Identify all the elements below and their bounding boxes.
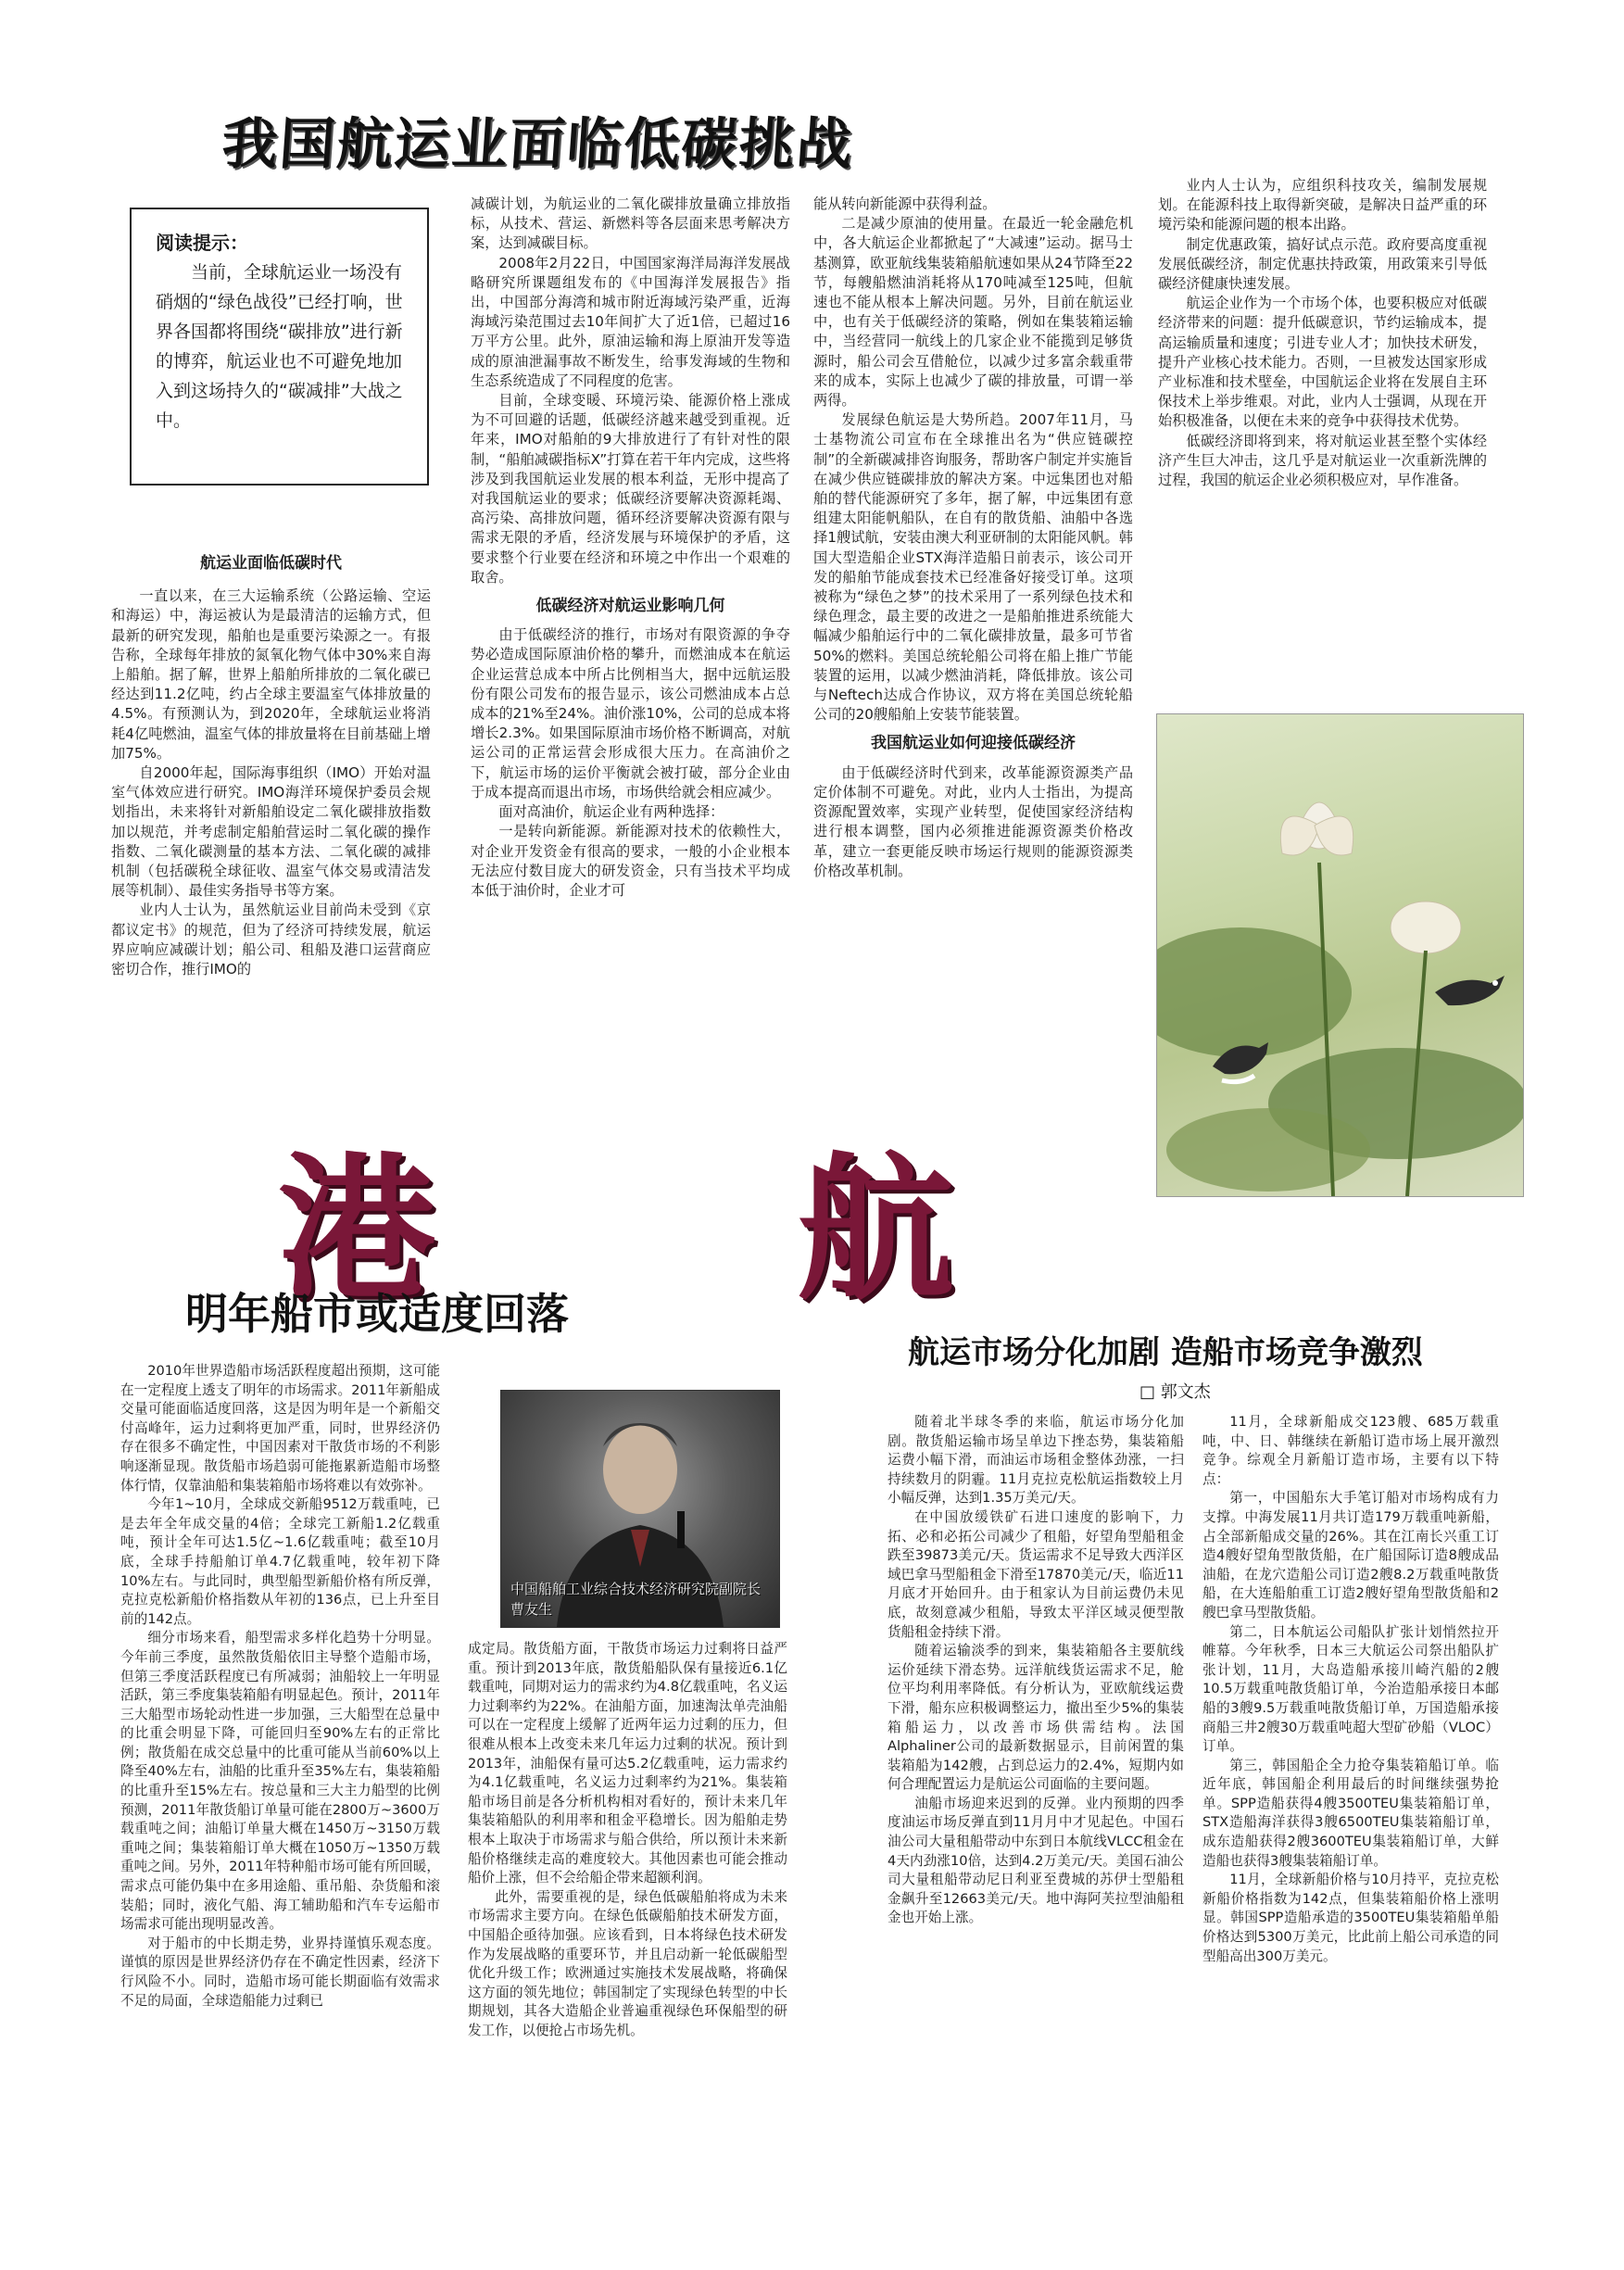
- painting-illustration: [1157, 714, 1523, 1196]
- paragraph: 由于低碳经济时代到来，改革能源资源类产品定价体制不可避免。对此，业内人士指出，为提高资源配置效率，实现产业转型，促使国家经济结构进行根本调整，国内必须推进能源资源类价格改革，建立一套更能反映市场运行规则的能源资源类价格改革机制。: [813, 763, 1133, 879]
- article3-column-2: [1202, 1413, 1499, 1966]
- article2-title: 明年船市或适度回落: [185, 1289, 569, 1339]
- big-char-hang: 航: [797, 1139, 955, 1322]
- paragraph: 由于低碳经济的推行，市场对有限资源的争夺势必造成国际原油价格的攀升，而燃油成本在航运企业运营总成本中所占比例相当大，据中远航运股份有限公司发布的报告显示，该公司燃油成本占总成本的21%至24%。油价涨10%，公司的总成本将增长2.3%。如果国际原油市场价格不断调高，对航运公司的正常运营会形成很大压力。在高油价之下，航运市场的运价平衡就会被打破，部分企业由于成本提高而退出市场，市场供给就会相应减少。: [471, 626, 790, 801]
- lotus-bird-painting: [1156, 713, 1524, 1197]
- article3-author: □ 郭文杰: [1139, 1382, 1211, 1402]
- paragraph: 随着运输淡季的到来，集装箱船各主要航线运价延续下滑态势。远洋航线货运需求不足，舱位平均利用率降低。有分析认为，亚欧航线运费下滑，船东应积极调整运力，撤出至少5%的集装箱船运力，以改善市场供需结构。法国Alphaliner公司的最新数据显示，目前闲置的集装箱船为142艘，占到总运力的2.4%，短期内如何合理配置运力是航运公司面临的主要问题。: [888, 1643, 1184, 1793]
- paragraph: 第三，韩国船企全力抢夺集装箱船订单。临近年底，韩国船企利用最后的时间继续强势抢单。SPP造船获得4艘3500TEU集装箱船订单，STX造船海洋获得3艘6500TEU集装箱船订单，成东造船获得2艘3600TEU集装箱船订单，大鲜造船也获得3艘集装箱船订单。: [1202, 1757, 1499, 1869]
- paragraph: 2010年世界造船市场活跃程度超出预期，这可能在一定程度上透支了明年的市场需求。2011年新船成交量可能面临适度回落，这是因为明年是一个新船交付高峰年，运力过剩将更加严重，同时，世界经济仍存在很多不确定性，中国因素对干散货市场的不利影响逐渐显现。散货船市场趋弱可能拖累新造船市场整体行情，仅靠油船和集装箱船市场将难以有效弥补。: [120, 1363, 440, 1494]
- paragraph: 第一，中国船东大手笔订船对市场构成有力支撑。中海发展11月共订造179万载重吨新船，占全部新船成交量的26%。其在江南长兴重工订造4艘好望角型散货船，在广船国际订造8艘成品油船，在龙穴造船公司订造2艘8.2万载重吨散货船，在大连船舶重工订造2艘好望角型散货船和2艘巴拿马型散货船。: [1202, 1490, 1499, 1621]
- paragraph: 11月，全球新船价格与10月持平，克拉克松新船价格指数为142点，但集装箱船价格上涨明显。韩国SPP造船承造的3500TEU集装箱船单船价格达到5300万美元，比此前上船公司承造的同型船高出300万美元。: [1202, 1872, 1499, 1964]
- paragraph: 制定优惠政策，搞好试点示范。政府要高度重视发展低碳经济，制定优惠扶持政策，用政策来引导低碳经济健康快速发展。: [1158, 235, 1487, 293]
- paragraph: 此外，需要重视的是，绿色低碳船舶将成为未来市场需求主要方向。在绿色低碳船舶技术研发方面，中国船企亟待加强。应该看到，日本将绿色技术研发作为发展战略的重要环节，并且启动新一轮低碳船型优化升级工作；欧洲通过实施技术发展战略，将确保这方面的领先地位；韩国制定了实现绿色转型的中长期规划，其各大造船企业普遍重视绿色环保船型的研发工作，以便抢占市场先机。: [468, 1888, 787, 2038]
- paragraph: 航运企业作为一个市场个体，也要积极应对低碳经济带来的问题：提升低碳意识，节约运输成本，提高运输质量和速度；引进专业人才；加快技术研发，提升产业核心技术能力。否则，一旦被发达国家形成产业标准和技术壁垒，中国航运企业将在发展自主环保技术上举步维艰。对此，业内人士强调，从现在开始积极准备，以便在未来的竞争中获得技术优势。: [1158, 295, 1487, 430]
- paragraph: 减碳计划，为航运业的二氧化碳排放量确立排放指标，从技术、营运、新燃料等各层面来思考解决方案，达到减碳目标。: [471, 195, 790, 252]
- paragraph: 业内人士认为，虽然航运业目前尚未受到《京都议定书》的规范，但为了经济可持续发展，航运界应响应减碳计划；船公司、租船及港口运营商应密切合作，推行IMO的: [111, 902, 431, 978]
- paragraph: 自2000年起，国际海事组织（IMO）开始对温室气体效应进行研究。IMO海洋环境保护委员会规划指出，未来将针对新船舶设定二氧化碳排放指数加以规范，并考虑制定船舶营运时二氧化碳的操作指数、二氧化碳测量的基本方法、二氧化碳的减排机制（包括碳税全球征收、温室气体交易或清洁发展等机制）、最佳实务指导书等方案。: [111, 764, 431, 900]
- article2-column-2: [468, 1640, 787, 2040]
- article-column-2: [471, 195, 790, 901]
- paragraph: 一是转向新能源。新能源对技术的依赖性大，对企业开发资金有很高的要求，一般的小企业根本无法应付数目庞大的研发资金，只有当技术平均成本低于油价时，企业才可: [471, 823, 790, 899]
- article-column-4: [1158, 176, 1487, 490]
- reading-tip-box: [130, 208, 429, 486]
- paragraph: 在中国放缓铁矿石进口速度的影响下，力拓、必和必拓公司减少了租船，好望角型船租金跌至39873美元/天。货运需求不足导致大西洋区域巴拿马型船租金下滑至17870美元/天，临近11月底才开始回升。由于租家认为目前运费仍未见底，故刻意减少租船，导致太平洋区域灵便型散货船租金持续下滑。: [888, 1508, 1184, 1640]
- reading-tip-text: 当前，全球航运业一场没有硝烟的“绿色战役”已经打响，世界各国都将围绕“碳排放”进行新的博弈，航运业也不可避免地加入到这场持久的“碳减排”大战之中。: [156, 262, 403, 431]
- section-heading-response: 我国航运业如何迎接低碳经济: [871, 734, 1076, 753]
- paragraph: 能从转向新能源中获得利益。: [813, 195, 997, 212]
- paragraph: 低碳经济即将到来，将对航运业甚至整个实体经济产生巨大冲击，这几乎是对航运业一次重新洗牌的过程，我国的航运企业必须积极应对，早作准备。: [1158, 432, 1487, 489]
- speaker-photo: [500, 1390, 780, 1628]
- section-heading-low-carbon-era: 航运业面临低碳时代: [200, 554, 342, 573]
- article-column-1: [111, 554, 431, 979]
- paragraph: 一直以来，在三大运输系统（公路运输、空运和海运）中，海运被认为是最清洁的运输方式，但最新的研究发现，船舶也是重要污染源之一。有报告称，全球每年排放的氮氧化物气体中30%来自海上船舶。据了解，世界上船舶所排放的二氧化碳已经达到11.2亿吨，约占全球主要温室气体排放量的4.5%。有预测认为，到2020年，全球航运业将消耗4亿吨燃油，温室气体的排放量将在目前基础上增加75%。: [111, 587, 431, 762]
- paragraph: 二是减少原油的使用量。在最近一轮金融危机中，各大航运企业都掀起了“大减速”运动。据马士基测算，欧亚航线集装箱船航速如果从24节降至22节，每艘船燃油消耗将从170吨减至125吨，但航速也不能从根本上解决问题。另外，目前在航运业中，也有关于低碳经济的策略，例如在集装箱运输中，当经营同一航线上的几家企业不能揽到足够货源时，船公司会互借舱位，以减少过多富余载重带来的成本，实际上也减少了碳的排放量，可谓一举两得。: [813, 215, 1133, 410]
- paragraph: 对于船市的中长期走势，业界持谨慎乐观态度。谨慎的原因是世界经济仍存在不确定性因素，经济下行风险不小。同时，造船市场可能长期面临有效需求不足的局面，全球造船能力过剩已: [120, 1935, 440, 2009]
- paragraph: 发展绿色航运是大势所趋。2007年11月，马士基物流公司宣布在全球推出名为“供应链碳控制”的全新碳减排咨询服务，帮助客户制定并实施旨在减少供应链碳排放的解决方案。中远集团也对船舶的替代能源研究了多年，据了解，中远集团有意组建太阳能帆船队，在自有的散货船、油船中各选择1艘试航，安装由澳大利亚研制的太阳能风帆。韩国大型造船企业STX海洋造船日前表示，该公司开发的船舶节能成套技术已经准备好接受订单。这项被称为“绿色之梦”的技术采用了一系列绿色技术和绿色理念，最主要的改进之一是船舶推进系统能大幅减少船舶运行中的二氧化碳排放量，最多可节省50%的燃料。美国总统轮船公司将在船上推广节能装置的运用，以减少燃油消耗，降低排放。该公司与Neftech达成合作协议，双方将在美国总统轮船公司的20艘船舶上安装节能装置。: [813, 411, 1133, 724]
- paragraph: 今年1~10月，全球成交新船9512万载重吨，已是去年全年成交量的4倍；全球完工新船1.2亿载重吨，预计全年可达1.5亿~1.6亿载重吨；截至10月底，全球手持船舶订单4.7亿载重吨，较年初下降10%左右。与此同时，典型船型新船价格有所反弹，克拉克松新船价格指数从年初的136点，已上升至目前的142点。: [120, 1496, 440, 1627]
- article-column-3: [813, 195, 1133, 881]
- paragraph: 成定局。散货船方面，干散货市场运力过剩将日益严重。预计到2013年底，散货船船队保有量接近6.1亿载重吨，同期对运力的需求约为4.8亿载重吨，名义运力过剩率约为22%。在油船方面，加速淘汰单壳油船可以在一定程度上缓解了近两年运力过剩的压力，但很难从根本上改变未来几年运力过剩的状况。预计到2013年，油船保有量可达5.2亿载重吨，运力需求约为4.1亿载重吨，名义运力过剩率约为21%。集装箱船市场目前是各分析机构相对看好的，预计未来几年集装箱船队的利用率和租金平稳增长。因为船舶走势根本上取决于市场需求与船合供给，所以预计未来新船价格继续走高的难度较大。其他因素也可能会推动船价上涨，但不会给船企带来超额利润。: [468, 1641, 787, 1886]
- big-char-gang: 港: [278, 1139, 436, 1322]
- article3-column-1: [888, 1413, 1184, 1928]
- paragraph: 目前，全球变暖、环境污染、能源价格上涨成为不可回避的话题，低碳经济越来越受到重视。近年来，IMO对船舶的9大排放进行了有针对性的限制，“船舶减碳指标X”打算在若干年内完成，这些将涉及到我国航运业发展的根本利益，无形中提高了对我国航运业的要求；低碳经济要解决资源耗竭、高污染、高排放问题，循环经济要解决资源有限与需求无限的矛盾，经济发展与环境保护的矛盾，这要求整个行业要在经济和环境之中作出一个艰难的取舍。: [471, 392, 790, 586]
- paragraph: 面对高油价，航运企业有两种选择：: [498, 803, 724, 821]
- paragraph: 细分市场来看，船型需求多样化趋势十分明显。今年前三季度，虽然散货船依旧主导整个造船市场，但第三季度活跃程度已有所减弱；油船较上一年明显活跃，第三季度集装箱船有明显起色。预计，2011年三大船型市场轮动性进一步加强，三大船型在总量中的比重会明显下降，可能回归至90%左右的正常比例；散货船在成交总量中的比重可能从当前60%以上降至40%左右，油船的比重升至35%左右，集装箱船的比重升至15%左右。按总量和三大主力船型的比例预测，2011年散货船订单量可能在2800万~3600万载重吨之间；油船订单量大概在1450万~3150万载重吨之间；集装箱船订单大概在1050万~1350万载重吨之间。另外，2011年特种船市场可能有所回暖，需求点可能仍集中在多用途船、重吊船、杂货船和滚装船；同时，液化气船、海工辅助船和汽车专运船市场需求可能出现明显改善。: [120, 1630, 440, 1933]
- article2-column-1: [120, 1362, 440, 2011]
- main-title: 我国航运业面临低碳挑战: [220, 112, 857, 177]
- paragraph: 油船市场迎来迟到的反弹。业内预期的四季度油运市场反弹直到11月月中才见起色。中国石油公司大量租船带动中东到日本航线VLCC租金在4天内劲涨10倍，达到4.2万美元/天。美国石油公司大量租船带动尼日利亚至费城的苏伊士型船租金飙升至12663美元/天。地中海阿芙拉型油船租金也开始上涨。: [888, 1795, 1184, 1926]
- paragraph: 第二，日本航运公司船队扩张计划悄然拉开帷幕。今年秋季，日本三大航运公司祭出船队扩张计划，11月，大岛造船承接川崎汽船的2艘10.5万载重吨散货船订单，今治造船承接日本邮船的3艘9.5万载重吨散货船订单，万国造船承接商船三井2艘30万载重吨超大型矿砂船（VLOC）订单。: [1202, 1623, 1499, 1755]
- section-heading-impact: 低碳经济对航运业影响几何: [535, 597, 725, 616]
- photo-caption: 中国船舶工业综合技术经济研究院副院长 曹友生: [510, 1581, 762, 1618]
- paragraph: 随着北半球冬季的来临，航运市场分化加剧。散货船运输市场呈单边下挫态势，集装箱船运费小幅下滑，而油运市场租金整体劲涨，一扫持续数月的阴霾。11月克拉克松航运指数较上月小幅反弹，达到1.35万美元/天。: [888, 1414, 1184, 1507]
- reading-tip-label: 阅读提示：: [156, 232, 248, 254]
- paragraph: 业内人士认为，应组织科技攻关，编制发展规划。在能源科技上取得新突破，是解决日益严重的环境污染和能源问题的根本出路。: [1158, 177, 1487, 233]
- paragraph: 2008年2月22日，中国国家海洋局海洋发展战略研究所课题组发布的《中国海洋发展报告》指出，中国部分海湾和城市附近海域污染严重，近海海域污染范围过去10年间扩大了近1倍，已超过16万平方公里。此外，原油运输和海上原油开发等造成的原油泄漏事故不断发生，给事发海域的生物和生态系统造成了不同程度的危害。: [471, 254, 790, 389]
- article3-title: 航运市场分化加剧 造船市场竞争激烈: [908, 1334, 1423, 1371]
- paragraph: 11月，全球新船成交123艘、685万载重吨，中、日、韩继续在新船订造市场上展开激烈竞争。综观全月新船订造市场，主要有以下特点：: [1202, 1414, 1499, 1487]
